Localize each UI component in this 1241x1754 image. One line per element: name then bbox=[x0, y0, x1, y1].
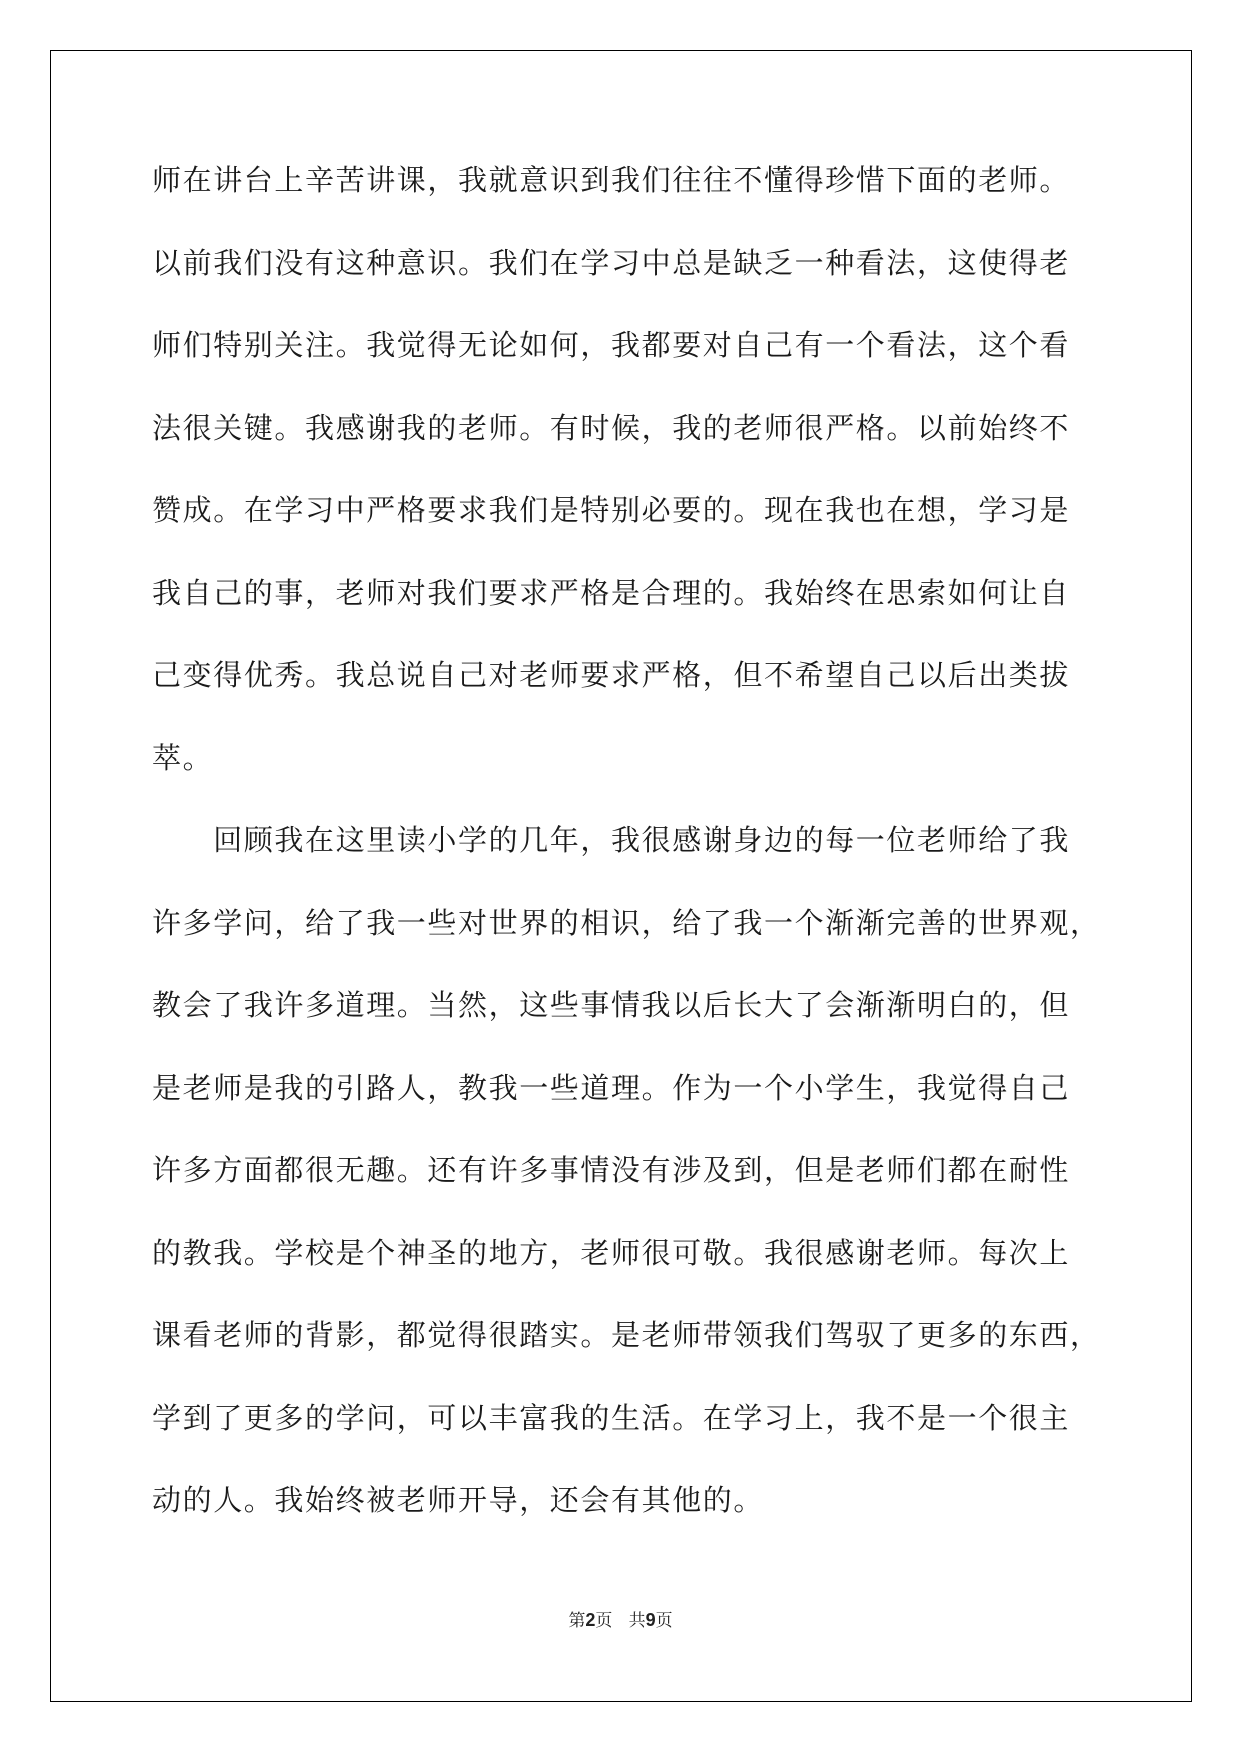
text-line: 是老师是我的引路人，教我一些道理。作为一个小学生，我觉得自己 bbox=[152, 1070, 1071, 1105]
text-line: 师们特别关注。我觉得无论如何，我都要对自己有一个看法，这个看 bbox=[152, 328, 1071, 362]
footer-total-pages: 9 bbox=[645, 1610, 656, 1630]
footer-page-prefix: 第 bbox=[568, 1611, 586, 1631]
text-line: 动的人。我始终被老师开导，还会有其他的。 bbox=[152, 1483, 765, 1517]
text-line: 萃。 bbox=[152, 740, 214, 775]
page-footer bbox=[0, 1606, 1241, 1631]
text-line: 师在讲台上辛苦讲课，我就意识到我们往往不懂得珍惜下面的老师。 bbox=[152, 163, 1071, 197]
text-line: 许多方面都很无趣。还有许多事情没有涉及到，但是老师们都在耐性 bbox=[152, 1153, 1071, 1187]
text-line: 学到了更多的学问，可以丰富我的生活。在学习上，我不是一个很主 bbox=[152, 1400, 1071, 1435]
footer-page-suffix: 页 bbox=[595, 1611, 613, 1631]
footer-total-suffix: 页 bbox=[655, 1611, 673, 1631]
text-line: 许多学问，给了我一些对世界的相识，给了我一个渐渐完善的世界观， bbox=[152, 905, 1101, 940]
footer-current-page: 2 bbox=[585, 1610, 596, 1630]
text-line: 课看老师的背影，都觉得很踏实。是老师带领我们驾驭了更多的东西， bbox=[152, 1318, 1101, 1352]
text-line: 法很关键。我感谢我的老师。有时候，我的老师很严格。以前始终不 bbox=[152, 410, 1071, 445]
document-body bbox=[152, 155, 1101, 1558]
text-line: 我自己的事，老师对我们要求严格是合理的。我始终在思索如何让自 bbox=[152, 575, 1071, 610]
text-line: 的教我。学校是个神圣的地方，老师很可敬。我很感谢老师。每次上 bbox=[152, 1235, 1071, 1270]
text-line: 以前我们没有这种意识。我们在学习中总是缺乏一种看法，这使得老 bbox=[152, 245, 1071, 280]
text-line: 回顾我在这里读小学的几年，我很感谢身边的每一位老师给了我 bbox=[152, 823, 1071, 857]
text-line: 己变得优秀。我总说自己对老师要求严格，但不希望自己以后出类拔 bbox=[152, 658, 1071, 692]
text-line: 赞成。在学习中严格要求我们是特别必要的。现在我也在想，学习是 bbox=[152, 493, 1071, 527]
text-line: 教会了我许多道理。当然，这些事情我以后长大了会渐渐明白的，但 bbox=[152, 988, 1071, 1022]
footer-total-prefix: 共 bbox=[628, 1611, 646, 1631]
